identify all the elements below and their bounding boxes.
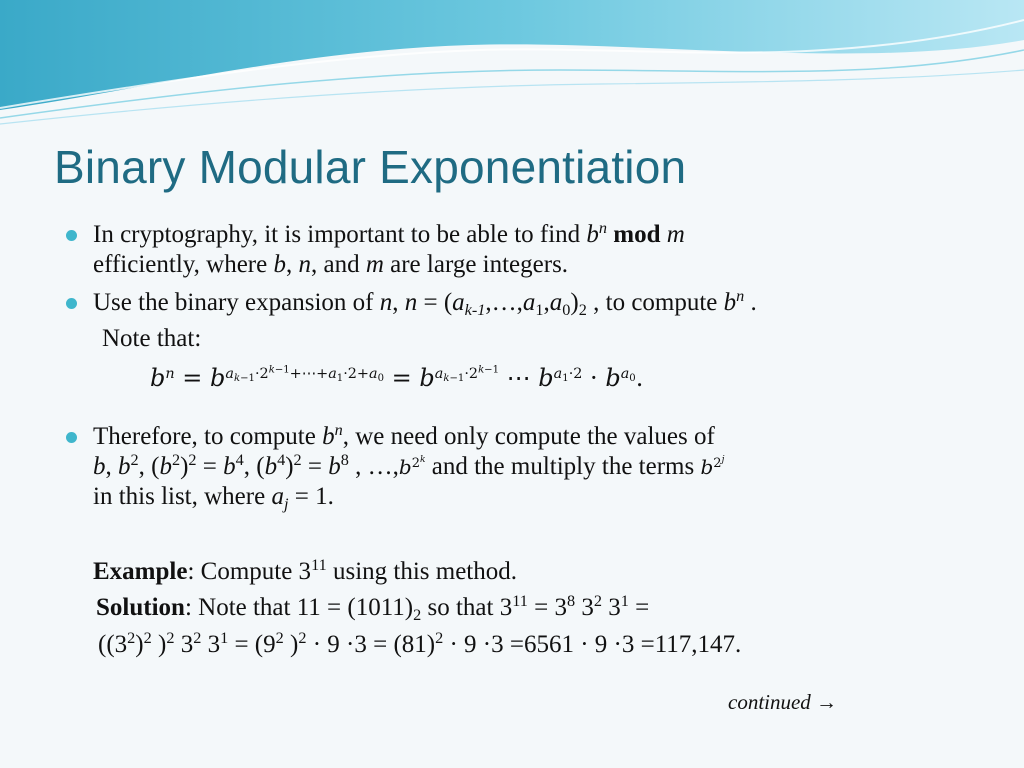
solution-computation: ($(3^2)^2$ )$^2$ $3^2$ $3^1 = (9^2$ )$^2 \cdot 9 \cdot 3 = (81)^2 \cdot 9 \cdot 3 =6561 \cdot 9 \cdot 3 =117,147$. (98, 629, 742, 658)
example-line: Example: Compute $3^{11}$ using this method. (93, 556, 518, 585)
bullet3-line1: Therefore, to compute $b^n$, we need only compute the values of (93, 421, 715, 450)
page-title: Binary Modular Exponentiation (54, 141, 687, 193)
solution-line: Solution: Note that $11 = (1011)_2$ so that $3^{11} = 3^8$ $3^2$ $3^1$ = (96, 592, 650, 624)
bullet-dot-icon (66, 298, 77, 309)
bullet-dot-icon (66, 432, 77, 443)
note-text: Note that: (102, 325, 202, 352)
header-wave-decoration (0, 0, 1024, 130)
bullet2-line1: Use the binary expansion of n, $n = (a_{k-1},\dots,a_1,a_0)_2$ , to compute $b^n$ . (93, 287, 757, 319)
bullet3-line3: in this list, where $a_j = 1$. (93, 483, 334, 513)
bullet1-line2: efficiently, where b, n, and m are large integers. (93, 251, 569, 278)
exponent-formula: $b^n = b^{a_{k-1}\cdot 2^{k-1}+\cdots+a_1\cdot 2+a_0} = b^{a_{k-1}\cdot 2^{k-1}}$ ⋯ $b^{a_1\cdot 2} \cdot b^{a_0}$. (150, 364, 644, 392)
bullet3-line2: b, $b^2$, $(b^2)^2 = b^4$, $(b^4)^2 = b^8$ , $\dots,b^{2^k}$ and the multiply the terms $b^{2^j}$ (93, 451, 725, 480)
bullet1-line1: In cryptography, it is important to be able to find $b^n$ mod m (93, 219, 685, 248)
continued-link[interactable]: continued → (728, 690, 838, 714)
bullet-dot-icon (66, 230, 77, 241)
